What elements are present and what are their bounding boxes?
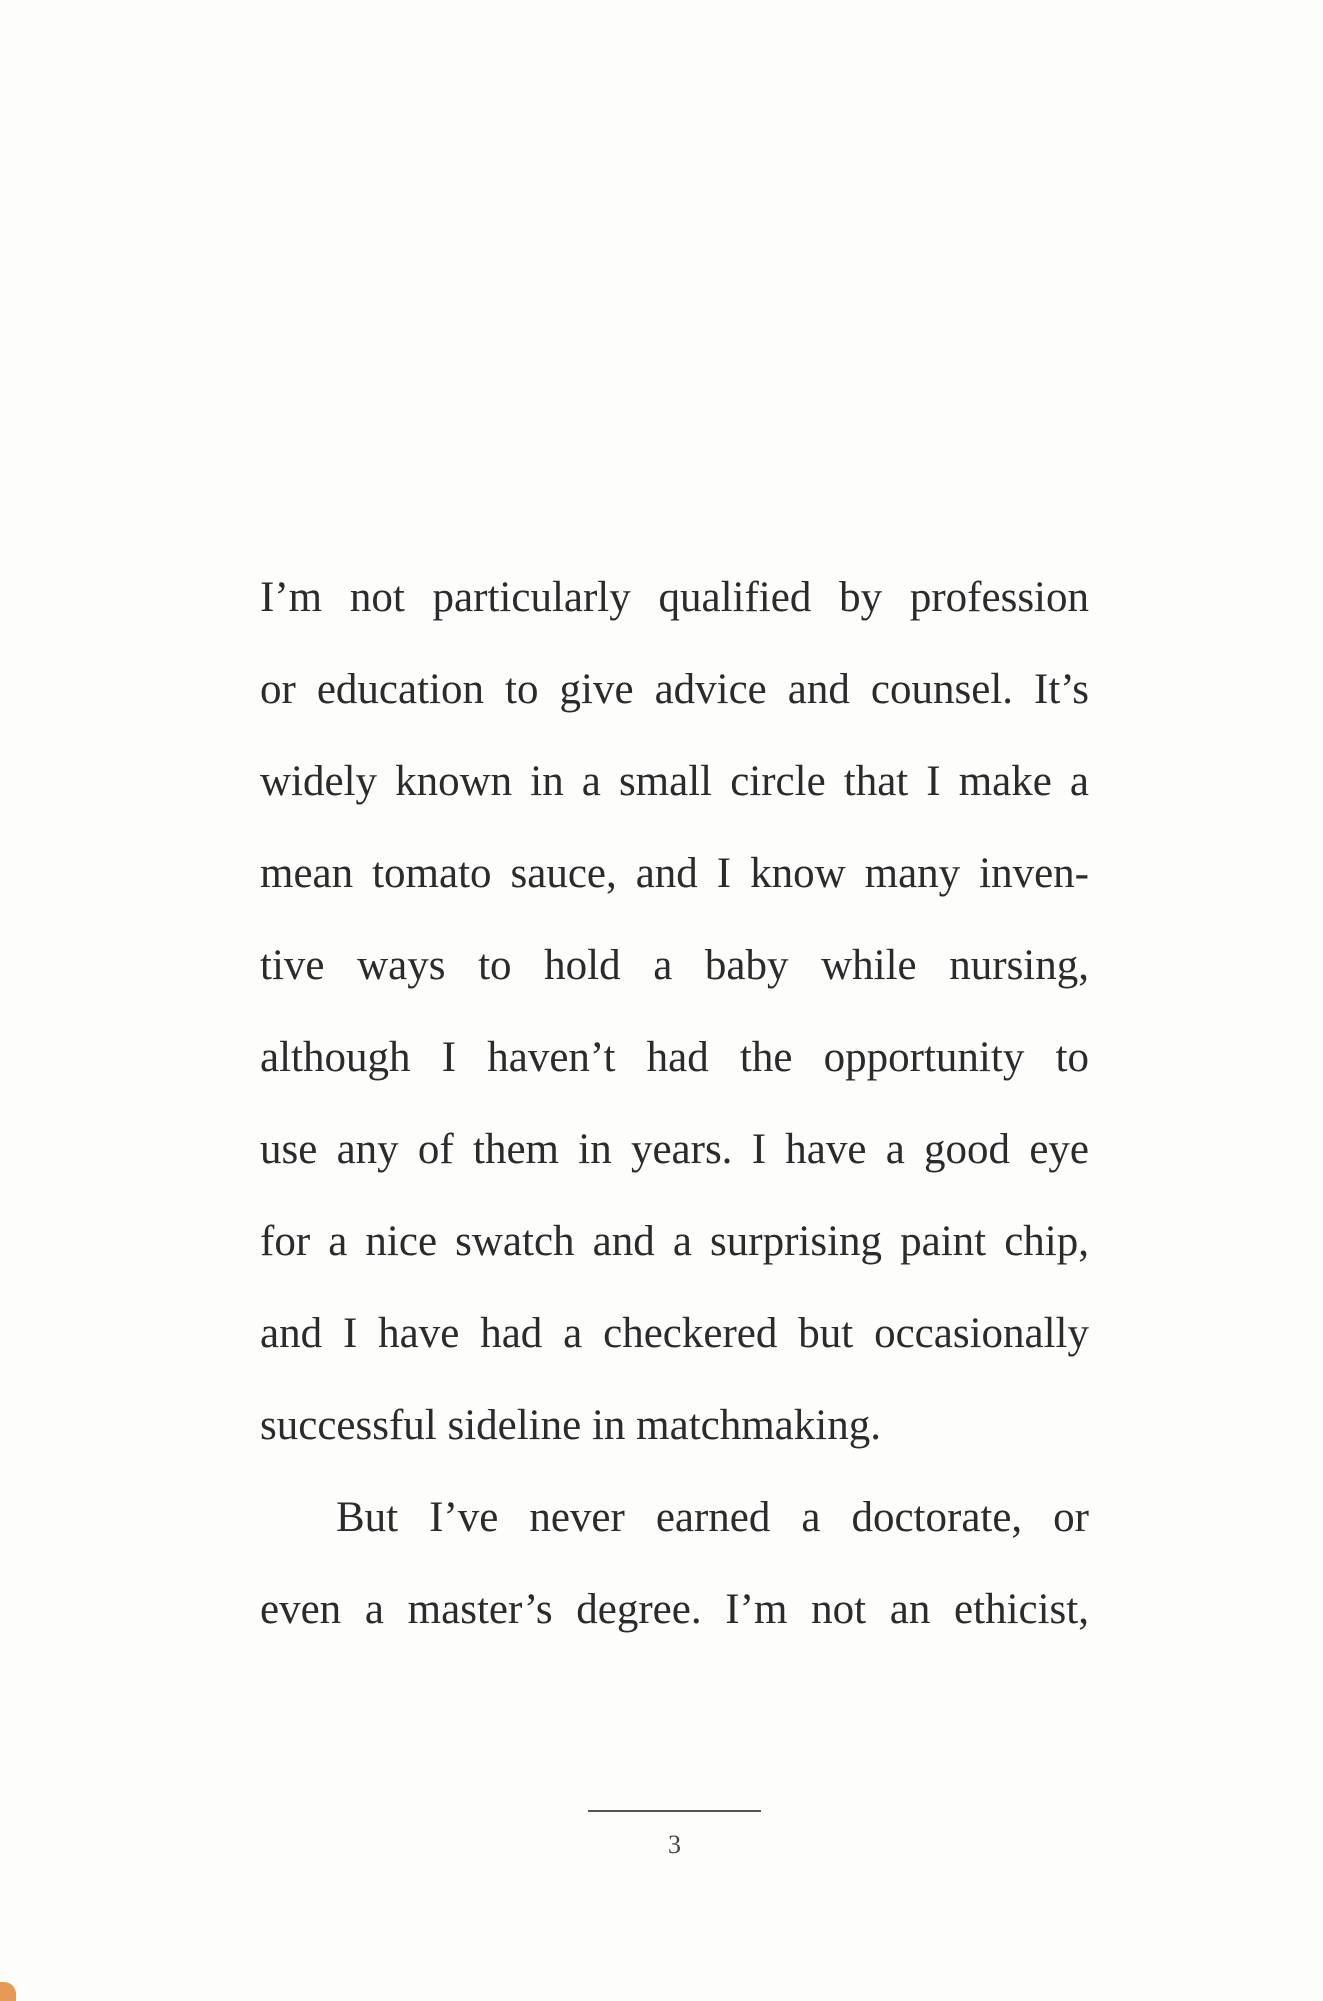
text-line: mean tomato sauce, and I know many inven- bbox=[260, 850, 1089, 897]
body-text bbox=[260, 552, 1089, 1656]
page-number: 3 bbox=[668, 1830, 681, 1859]
text-line: tive ways to hold a baby while nursing, bbox=[260, 942, 1089, 989]
text-line: or education to give advice and counsel. It’s bbox=[260, 666, 1089, 713]
text-line: even a master’s degree. I’m not an ethicist, bbox=[260, 1586, 1089, 1633]
text-line: and I have had a checkered but occasionally bbox=[260, 1310, 1089, 1357]
text-line: But I’ve never earned a doctorate, or bbox=[336, 1494, 1089, 1541]
text-line: use any of them in years. I have a good eye bbox=[260, 1126, 1089, 1173]
footer-rule bbox=[588, 1810, 761, 1812]
text-line: successful sideline in matchmaking. bbox=[260, 1402, 881, 1449]
text-line: although I haven’t had the opportunity to bbox=[260, 1034, 1089, 1081]
text-line: widely known in a small circle that I make a bbox=[260, 758, 1089, 805]
text-line: for a nice swatch and a surprising paint chip, bbox=[260, 1218, 1089, 1265]
text-line: I’m not particularly qualified by profession bbox=[260, 574, 1089, 621]
edge-color-mark bbox=[0, 1982, 16, 2001]
